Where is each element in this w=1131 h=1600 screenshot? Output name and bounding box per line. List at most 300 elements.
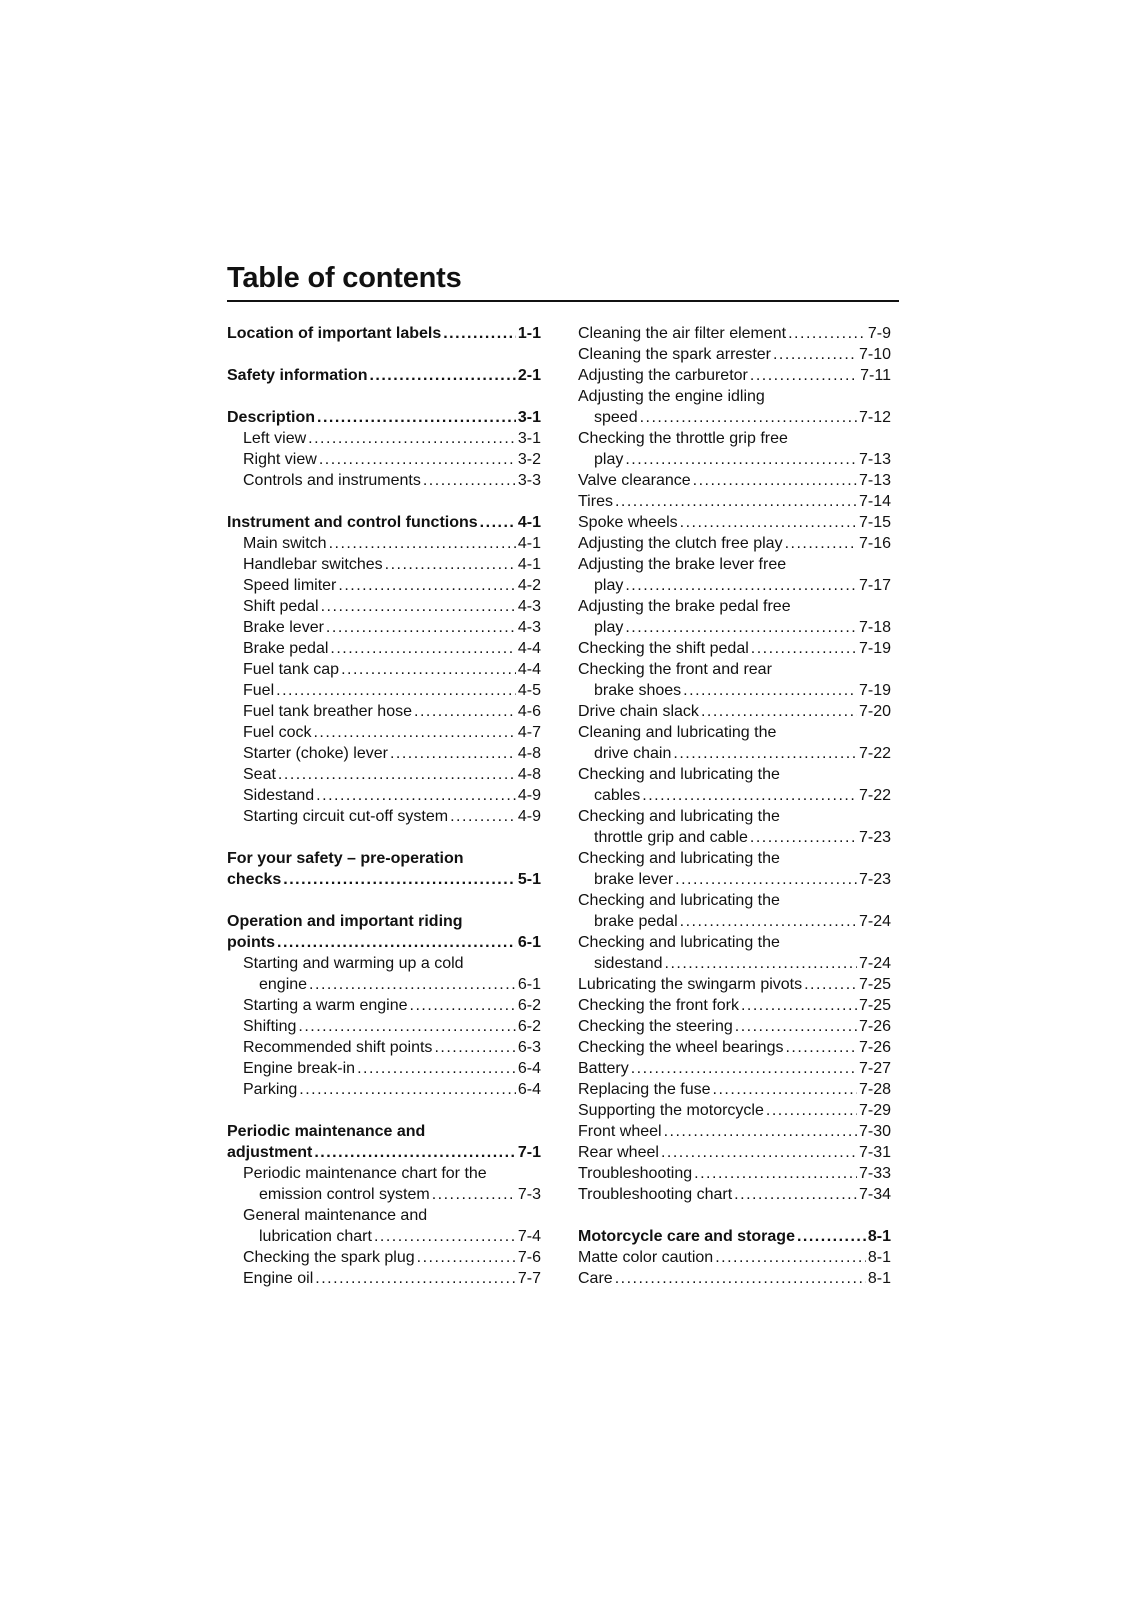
dot-leader (330, 638, 515, 659)
toc-entry-checking-the-spark-plug[interactable] (227, 1247, 541, 1268)
toc-page-number: 7-26 (858, 1018, 891, 1035)
toc-page-number: 7-25 (858, 997, 891, 1014)
toc-entry-checking-the-throttle-grip-free (578, 428, 891, 449)
toc-entry-play[interactable] (578, 617, 891, 638)
toc-entry-starting-and-warming-up-a-cold (227, 953, 541, 974)
toc-entry-engine[interactable] (227, 974, 541, 995)
toc-entry-title: brake pedal (594, 913, 678, 930)
dot-leader (661, 1142, 857, 1163)
dot-leader (713, 1079, 857, 1100)
toc-entry-title: Troubleshooting chart (578, 1186, 733, 1203)
toc-entry-title: Matte color caution (578, 1249, 714, 1266)
dot-leader (625, 617, 857, 638)
toc-entry-checking-and-lubricating-the (578, 764, 891, 785)
dot-leader (298, 1016, 516, 1037)
toc-entry-title: Parking (243, 1081, 298, 1098)
dot-leader (369, 365, 515, 386)
toc-entry-care[interactable] (578, 1268, 891, 1289)
toc-entry-cables[interactable] (578, 785, 891, 806)
toc-entry-title: Drive chain slack (578, 703, 699, 720)
toc-page-number: 7-9 (867, 325, 891, 342)
toc-entry-sidestand[interactable] (578, 953, 891, 974)
dot-leader (374, 1226, 516, 1247)
toc-entry-title: Cleaning and lubricating the (578, 724, 777, 741)
toc-page-number: 7-19 (858, 640, 891, 657)
dot-leader (701, 701, 857, 722)
toc-entry-title: speed (594, 409, 638, 426)
toc-entry-drive-chain[interactable] (578, 743, 891, 764)
toc-entry-title: Speed limiter (243, 577, 337, 594)
toc-page-number: 7-22 (858, 787, 891, 804)
toc-entry-controls-and-instruments[interactable] (227, 470, 541, 491)
dot-leader (308, 428, 516, 449)
toc-entry-lubrication-chart[interactable] (227, 1226, 541, 1247)
toc-page-number: 8-1 (867, 1228, 891, 1245)
toc-entry-cleaning-the-spark-arrester[interactable] (578, 344, 891, 365)
toc-page-number: 7-30 (858, 1123, 891, 1140)
toc-page-number: 4-7 (517, 724, 541, 741)
dot-leader (341, 659, 516, 680)
dot-leader (625, 449, 857, 470)
toc-entry-valve-clearance[interactable] (578, 470, 891, 491)
dot-leader (631, 1058, 857, 1079)
toc-left-column (227, 323, 541, 1289)
toc-entry-title: checks (227, 871, 282, 888)
toc-entry-matte-color-caution[interactable] (578, 1247, 891, 1268)
toc-entry-title: Adjusting the brake pedal free (578, 598, 791, 615)
toc-page-number: 7-15 (858, 514, 891, 531)
toc-entry-sidestand[interactable] (227, 785, 541, 806)
dot-leader (417, 1247, 516, 1268)
section-spacer (227, 827, 541, 848)
toc-entry-starting-circuit-cut-off-system[interactable] (227, 806, 541, 827)
toc-entry-general-maintenance-and (227, 1205, 541, 1226)
toc-entry-checking-the-shift-pedal[interactable] (578, 638, 891, 659)
dot-leader (309, 974, 516, 995)
toc-page-number: 4-9 (517, 808, 541, 825)
dot-leader (317, 407, 516, 428)
toc-entry-main-switch[interactable] (227, 533, 541, 554)
toc-page-number: 7-4 (517, 1228, 541, 1245)
toc-page-number: 7-17 (858, 577, 891, 594)
toc-page-number: 4-4 (517, 640, 541, 657)
dot-leader (423, 470, 516, 491)
toc-page-number: 6-2 (517, 997, 541, 1014)
toc-entry-title: Instrument and control functions (227, 514, 478, 531)
toc-entry-title: Lubricating the swingarm pivots (578, 976, 803, 993)
toc-entry-fuel-cock[interactable] (227, 722, 541, 743)
toc-entry-title: Checking and lubricating the (578, 934, 780, 951)
toc-section-checks[interactable] (227, 869, 541, 890)
toc-entry-title: Front wheel (578, 1123, 662, 1140)
toc-entry-title: Adjusting the carburetor (578, 367, 748, 384)
toc-entry-title: Left view (243, 430, 307, 447)
toc-page-number: 7-18 (858, 619, 891, 636)
toc-page-number: 4-1 (517, 556, 541, 573)
toc-entry-title: Valve clearance (578, 472, 691, 489)
toc-entry-troubleshooting-chart[interactable] (578, 1184, 891, 1205)
toc-entry-front-wheel[interactable] (578, 1121, 891, 1142)
toc-entry-shifting[interactable] (227, 1016, 541, 1037)
toc-entry-title: Spoke wheels (578, 514, 678, 531)
toc-page-number: 7-23 (858, 829, 891, 846)
dot-leader (640, 407, 857, 428)
toc-entry-title: For your safety – pre-operation (227, 850, 464, 867)
toc-entry-checking-and-lubricating-the (578, 890, 891, 911)
toc-entry-title: Fuel tank cap (243, 661, 340, 678)
toc-entry-engine-break-in[interactable] (227, 1058, 541, 1079)
toc-entry-title: General maintenance and (243, 1207, 428, 1224)
toc-page-number: 7-31 (858, 1144, 891, 1161)
toc-entry-title: Checking the throttle grip free (578, 430, 788, 447)
toc-page-number: 7-12 (858, 409, 891, 426)
toc-entry-rear-wheel[interactable] (578, 1142, 891, 1163)
dot-leader (321, 596, 516, 617)
toc-section-description[interactable] (227, 407, 541, 428)
toc-page-number: 7-25 (858, 976, 891, 993)
toc-entry-throttle-grip-and-cable[interactable] (578, 827, 891, 848)
toc-page-number: 4-3 (517, 619, 541, 636)
toc-entry-parking[interactable] (227, 1079, 541, 1100)
toc-entry-title: brake shoes (594, 682, 682, 699)
dot-leader (693, 470, 857, 491)
toc-page-number: 7-3 (517, 1186, 541, 1203)
toc-entry-left-view[interactable] (227, 428, 541, 449)
toc-entry-title: play (594, 619, 624, 636)
toc-entry-title: Engine break-in (243, 1060, 356, 1077)
toc-page-number: 7-27 (858, 1060, 891, 1077)
toc-entry-title: Recommended shift points (243, 1039, 433, 1056)
toc-entry-checking-the-wheel-bearings[interactable] (578, 1037, 891, 1058)
toc-entry-title: points (227, 934, 275, 951)
toc-entry-title: Description (227, 409, 316, 426)
toc-page-number: 7-19 (858, 682, 891, 699)
dot-leader (277, 932, 516, 953)
toc-entry-checking-and-lubricating-the (578, 932, 891, 953)
toc-entry-replacing-the-fuse[interactable] (578, 1079, 891, 1100)
toc-entry-title: Periodic maintenance chart for the (243, 1165, 487, 1182)
toc-entry-title: Tires (578, 493, 613, 510)
toc-entry-title: Controls and instruments (243, 472, 421, 489)
toc-page-number: 4-8 (517, 745, 541, 762)
toc-entry-checking-the-front-and-rear (578, 659, 891, 680)
toc-entry-title: Adjusting the clutch free play (578, 535, 783, 552)
toc-entry-title: Checking the front and rear (578, 661, 772, 678)
toc-entry-title: Engine oil (243, 1270, 314, 1287)
toc-entry-cleaning-the-air-filter-element[interactable] (578, 323, 891, 344)
dot-leader (615, 1268, 866, 1289)
toc-entry-fuel[interactable] (227, 680, 541, 701)
dot-leader (329, 533, 516, 554)
dot-leader (278, 764, 516, 785)
toc-entry-title: Sidestand (243, 787, 315, 804)
dot-leader (804, 974, 857, 995)
dot-leader (625, 575, 857, 596)
dot-leader (665, 953, 857, 974)
toc-entry-troubleshooting[interactable] (578, 1163, 891, 1184)
dot-leader (715, 1247, 866, 1268)
toc-page-number: 2-1 (517, 367, 541, 384)
toc-entry-title: Checking the front fork (578, 997, 739, 1014)
toc-page-number: 7-14 (858, 493, 891, 510)
toc-entry-title: Handlebar switches (243, 556, 383, 573)
dot-leader (283, 869, 516, 890)
toc-entry-seat[interactable] (227, 764, 541, 785)
toc-entry-title: emission control system (259, 1186, 430, 1203)
toc-page-number: 4-8 (517, 766, 541, 783)
toc-page-number: 7-29 (858, 1102, 891, 1119)
dot-leader (741, 995, 857, 1016)
toc-page-number: 4-9 (517, 787, 541, 804)
dot-leader (797, 1226, 866, 1247)
toc-page-number: 5-1 (517, 871, 541, 888)
dot-leader (314, 1142, 516, 1163)
toc-entry-title: Adjusting the engine idling (578, 388, 765, 405)
toc-entry-title: Brake lever (243, 619, 324, 636)
toc-entry-recommended-shift-points[interactable] (227, 1037, 541, 1058)
toc-entry-starting-a-warm-engine[interactable] (227, 995, 541, 1016)
toc-page-number: 4-3 (517, 598, 541, 615)
dot-leader (766, 1100, 857, 1121)
section-spacer (578, 1205, 891, 1226)
toc-page-number: 6-1 (517, 934, 541, 951)
toc-page-number: 3-2 (517, 451, 541, 468)
toc-entry-engine-oil[interactable] (227, 1268, 541, 1289)
toc-entry-speed[interactable] (578, 407, 891, 428)
toc-entry-title: Fuel (243, 682, 275, 699)
toc-entry-battery[interactable] (578, 1058, 891, 1079)
toc-section-adjustment[interactable] (227, 1142, 541, 1163)
toc-entry-lubricating-the-swingarm-pivots[interactable] (578, 974, 891, 995)
toc-section-points[interactable] (227, 932, 541, 953)
toc-entry-starter-choke-lever[interactable] (227, 743, 541, 764)
toc-page-number: 7-23 (858, 871, 891, 888)
toc-entry-right-view[interactable] (227, 449, 541, 470)
toc-entry-title: Cleaning the spark arrester (578, 346, 771, 363)
toc-entry-title: Operation and important riding (227, 913, 463, 930)
toc-entry-speed-limiter[interactable] (227, 575, 541, 596)
toc-right-column (578, 323, 891, 1289)
dot-leader (319, 449, 516, 470)
toc-entry-shift-pedal[interactable] (227, 596, 541, 617)
section-spacer (227, 344, 541, 365)
toc-entry-title: Checking and lubricating the (578, 850, 780, 867)
toc-entry-title: cables (594, 787, 641, 804)
toc-entry-title: Motorcycle care and storage (578, 1228, 795, 1245)
dot-leader (773, 344, 857, 365)
toc-page-number: 7-34 (858, 1186, 891, 1203)
toc-page-number: 4-5 (517, 682, 541, 699)
toc-page-number: 6-3 (517, 1039, 541, 1056)
toc-entry-supporting-the-motorcycle[interactable] (578, 1100, 891, 1121)
dot-leader (750, 365, 858, 386)
toc-entry-brake-shoes[interactable] (578, 680, 891, 701)
toc-entry-adjusting-the-brake-pedal-free (578, 596, 891, 617)
toc-page-number: 6-2 (517, 1018, 541, 1035)
toc-entry-title: sidestand (594, 955, 663, 972)
dot-leader (443, 323, 516, 344)
toc-section-operation-and-important-riding (227, 911, 541, 932)
toc-entry-title: Fuel cock (243, 724, 312, 741)
toc-entry-handlebar-switches[interactable] (227, 554, 541, 575)
toc-entry-title: play (594, 451, 624, 468)
toc-entry-periodic-maintenance-chart-for-the (227, 1163, 541, 1184)
toc-section-motorcycle-care-and-storage[interactable] (578, 1226, 891, 1247)
toc-entry-title: drive chain (594, 745, 672, 762)
section-spacer (227, 386, 541, 407)
dot-leader (338, 575, 516, 596)
toc-page-number: 4-4 (517, 661, 541, 678)
dot-leader (615, 491, 857, 512)
dot-leader (664, 1121, 857, 1142)
toc-page-number: 4-1 (517, 535, 541, 552)
toc-section-for-your-safety-pre-operation (227, 848, 541, 869)
toc-entry-checking-the-steering[interactable] (578, 1016, 891, 1037)
toc-entry-title: Starting a warm engine (243, 997, 408, 1014)
toc-entry-title: Periodic maintenance and (227, 1123, 426, 1140)
title-rule (227, 300, 899, 302)
dot-leader (434, 1037, 515, 1058)
dot-leader (480, 512, 516, 533)
toc-entry-brake-lever[interactable] (227, 617, 541, 638)
dot-leader (673, 743, 857, 764)
toc-entry-emission-control-system[interactable] (227, 1184, 541, 1205)
toc-page-number: 6-1 (517, 976, 541, 993)
toc-entry-title: Fuel tank breather hose (243, 703, 412, 720)
toc-section-periodic-maintenance-and (227, 1121, 541, 1142)
toc-entry-fuel-tank-breather-hose[interactable] (227, 701, 541, 722)
toc-entry-title: Replacing the fuse (578, 1081, 711, 1098)
dot-leader (390, 743, 516, 764)
toc-page-number: 7-28 (858, 1081, 891, 1098)
toc-page-number: 8-1 (867, 1270, 891, 1287)
toc-section-location-of-important-labels[interactable] (227, 323, 541, 344)
toc-page-number: 7-1 (517, 1144, 541, 1161)
toc-entry-brake-pedal[interactable] (578, 911, 891, 932)
dot-leader (414, 701, 516, 722)
toc-entry-adjusting-the-carburetor[interactable] (578, 365, 891, 386)
toc-entry-title: Checking the spark plug (243, 1249, 415, 1266)
toc-entry-title: Battery (578, 1060, 629, 1077)
toc-page-number: 7-10 (858, 346, 891, 363)
toc-entry-fuel-tank-cap[interactable] (227, 659, 541, 680)
toc-entry-title: Seat (243, 766, 276, 783)
toc-page-number: 6-4 (517, 1060, 541, 1077)
toc-entry-title: Main switch (243, 535, 327, 552)
toc-page-number: 7-11 (860, 367, 891, 384)
toc-entry-adjusting-the-brake-lever-free (578, 554, 891, 575)
toc-page-number: 4-1 (517, 514, 541, 531)
toc-section-safety-information[interactable] (227, 365, 541, 386)
toc-page-number: 3-1 (517, 430, 541, 447)
toc-entry-tires[interactable] (578, 491, 891, 512)
toc-entry-brake-pedal[interactable] (227, 638, 541, 659)
toc-entry-title: Rear wheel (578, 1144, 659, 1161)
toc-entry-title: engine (259, 976, 308, 993)
dot-leader (276, 680, 516, 701)
dot-leader (683, 680, 857, 701)
toc-entry-title: Shift pedal (243, 598, 319, 615)
dot-leader (326, 617, 516, 638)
dot-leader (680, 911, 857, 932)
dot-leader (750, 827, 857, 848)
dot-leader (410, 995, 516, 1016)
dot-leader (385, 554, 516, 575)
toc-entry-title: Brake pedal (243, 640, 329, 657)
toc-entry-title: Cleaning the air filter element (578, 325, 787, 342)
toc-entry-title: Checking the wheel bearings (578, 1039, 784, 1056)
toc-entry-checking-and-lubricating-the (578, 806, 891, 827)
toc-page-number: 7-7 (517, 1270, 541, 1287)
toc-page-number: 4-6 (517, 703, 541, 720)
toc-entry-title: play (594, 577, 624, 594)
dot-leader (788, 323, 866, 344)
page-title: Table of contents (227, 262, 462, 294)
toc-entry-checking-the-front-fork[interactable] (578, 995, 891, 1016)
toc-entry-title: brake lever (594, 871, 674, 888)
toc-entry-adjusting-the-clutch-free-play[interactable] (578, 533, 891, 554)
toc-entry-title: Safety information (227, 367, 368, 384)
toc-entry-title: adjustment (227, 1144, 313, 1161)
toc-page-number: 8-1 (867, 1249, 891, 1266)
dot-leader (785, 533, 857, 554)
toc-entry-adjusting-the-engine-idling (578, 386, 891, 407)
toc-entry-title: Checking and lubricating the (578, 892, 780, 909)
toc-entry-play[interactable] (578, 575, 891, 596)
toc-entry-title: Starting and warming up a cold (243, 955, 464, 972)
section-spacer (227, 491, 541, 512)
dot-leader (357, 1058, 516, 1079)
dot-leader (432, 1184, 516, 1205)
toc-entry-cleaning-and-lubricating-the (578, 722, 891, 743)
dot-leader (751, 638, 857, 659)
toc-page-number: 4-2 (517, 577, 541, 594)
toc-entry-title: throttle grip and cable (594, 829, 748, 846)
toc-page-number: 3-3 (517, 472, 541, 489)
section-spacer (227, 1100, 541, 1121)
toc-entry-title: Starter (choke) lever (243, 745, 388, 762)
toc-entry-title: Starting circuit cut-off system (243, 808, 449, 825)
toc-entry-title: Adjusting the brake lever free (578, 556, 787, 573)
toc-entry-title: Supporting the motorcycle (578, 1102, 764, 1119)
dot-leader (299, 1079, 516, 1100)
toc-entry-spoke-wheels[interactable] (578, 512, 891, 533)
toc-page-number: 7-33 (858, 1165, 891, 1182)
toc-entry-drive-chain-slack[interactable] (578, 701, 891, 722)
toc-entry-title: Right view (243, 451, 317, 468)
dot-leader (450, 806, 516, 827)
toc-entry-checking-and-lubricating-the (578, 848, 891, 869)
dot-leader (315, 1268, 516, 1289)
toc-page-number: 7-13 (858, 451, 891, 468)
toc-section-instrument-and-control-functions[interactable] (227, 512, 541, 533)
toc-entry-title: lubrication chart (259, 1228, 372, 1245)
toc-entry-play[interactable] (578, 449, 891, 470)
toc-page-number: 7-22 (858, 745, 891, 762)
dot-leader (785, 1037, 857, 1058)
dot-leader (694, 1163, 857, 1184)
toc-entry-title: Checking the shift pedal (578, 640, 749, 657)
dot-leader (675, 869, 857, 890)
toc-entry-brake-lever[interactable] (578, 869, 891, 890)
toc-page-number: 1-1 (517, 325, 541, 342)
toc-page-number: 7-24 (858, 913, 891, 930)
toc-page-number: 7-13 (858, 472, 891, 489)
dot-leader (316, 785, 516, 806)
toc-page-number: 6-4 (517, 1081, 541, 1098)
toc-page-number: 7-16 (858, 535, 891, 552)
toc-entry-title: Care (578, 1270, 613, 1287)
